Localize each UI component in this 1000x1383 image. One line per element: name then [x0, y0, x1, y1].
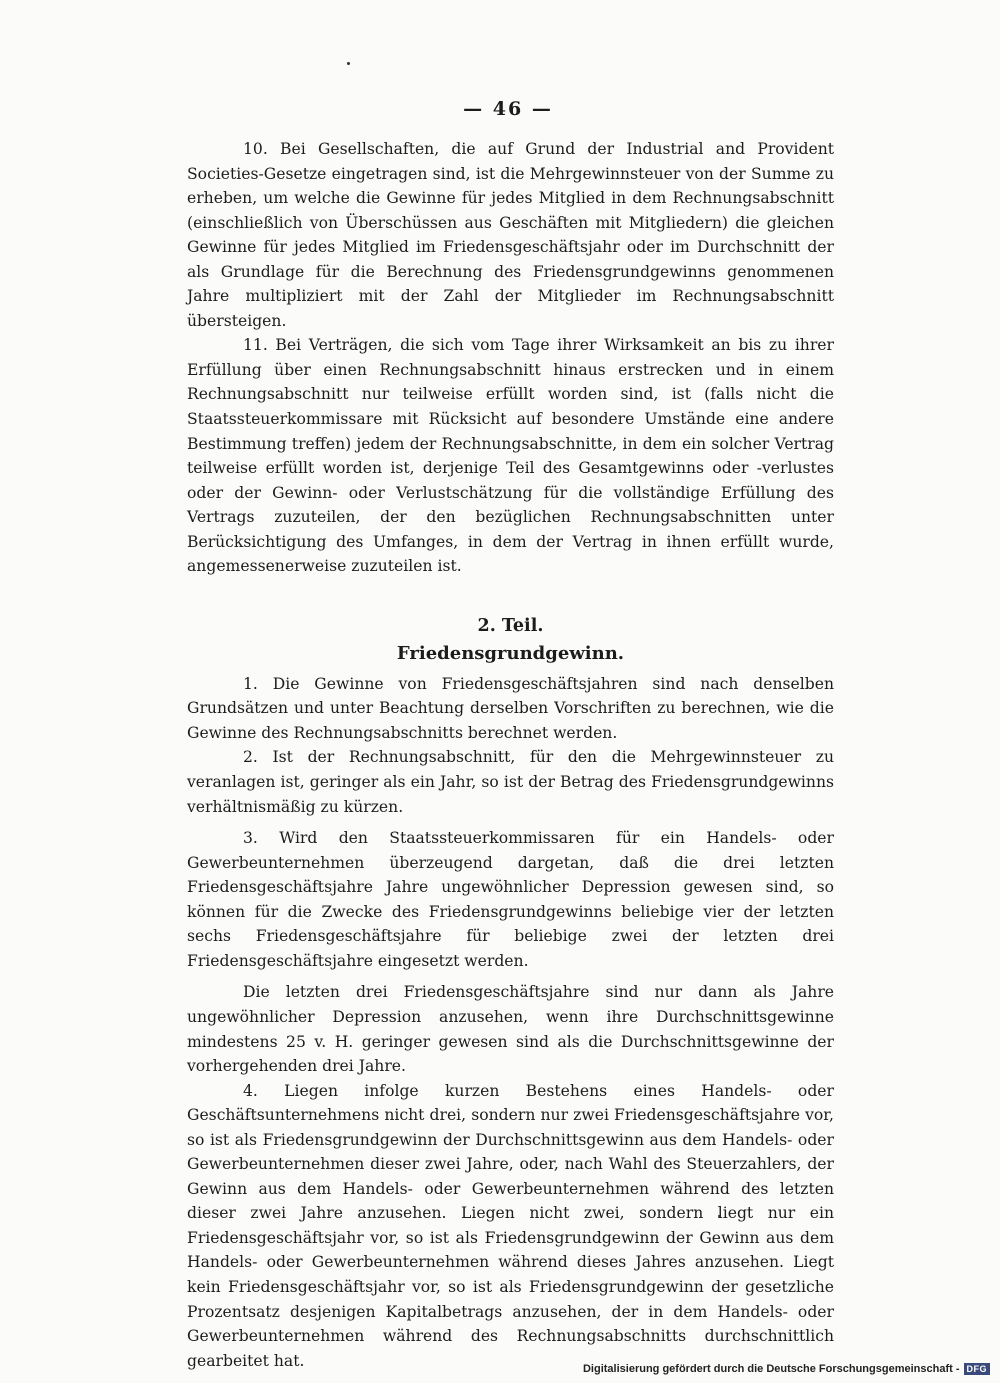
paragraph-4: 4. Liegen infolge kurzen Bestehens eines Handels- oder Geschäftsunternehmens nicht drei, sondern nur zwei Friedensgeschäftsjahre vor, so ist als Friedensgrundgewinn der Durchschnittsgewinn aus dem Handels- oder Gewerbeunternehmen dieser zwei Jahre, oder, nach Wahl des Steuerzahlers, der Gewinn aus dem Handels- oder Gewerbeunternehmen während des letzten dieser zwei Jahre anzusehen. Liegen nicht zwei, sondern liegt nur ein Friedensgeschäftsjahr vor, so ist als Friedensgrundgewinn der Gewinn aus dem Handels- oder Gewerbeunternehmen während dieses Jahres anzusehen. Liegt kein Friedensgeschäftsjahr vor, so ist als Friedensgrundgewinn der gesetzliche Prozentsatz desjenigen Kapitalbetrags anzusehen, der in dem Handels- oder Gewerbeunternehmen während des Rechnungsabschnitts durchschnittlich gearbeitet hat.: [187, 1081, 834, 1370]
paragraph-2: 2. Ist der Rechnungsabschnitt, für den die Mehrgewinnsteuer zu veranlagen ist, geringer als ein Jahr, so ist der Betrag des Friedensgrundgewinns verhältnismäßig zu kürzen.: [187, 748, 834, 816]
scan-speck: [347, 62, 350, 65]
section-heading: 2. Teil.: [477, 615, 544, 636]
section-part-2: [187, 614, 834, 667]
paragraph-3: 3. Wird den Staatssteuerkommissaren für ein Handels- oder Gewerbeunternehmen überzeugend dargetan, daß die drei letzten Friedensgeschäftsjahre Jahre ungewöhnlicher Depression gewesen sind, so können für die Zwecke des Friedensgrundgewinns beliebige vier der letzten sechs Friedensgeschäftsjahre für beliebige zwei der letzten drei Friedensgeschäftsjahre eingesetzt werden.: [187, 829, 834, 970]
paragraph-11: 11. Bei Verträgen, die sich vom Tage ihrer Wirksamkeit an bis zu ihrer Erfüllung über einen Rechnungsabschnitt hinaus erstrecken und in einem Rechnungsabschnitt nur teilweise erfüllt worden sind, ist (falls nicht die Staatssteuerkommissare mit Rücksicht auf besondere Umstände eine andere Bestimmung treffen) jedem der Rechnungsabschnitte, in dem ein solcher Vertrag teilweise erfüllt worden ist, derjenige Teil des Gesamtgewinns oder -verlustes oder der Gewinn- oder Verlustschätzung für die vollständige Erfüllung des Vertrags zuzuteilen, der den bezüglichen Rechnungsabschnitten unter Berücksichtigung des Umfanges, in dem der Vertrag in ihnen erfüllt wurde, angemessenerweise zuzuteilen ist.: [187, 336, 834, 576]
page-number: — 46 —: [463, 98, 553, 120]
paragraph-1: 1. Die Gewinne von Friedensgeschäftsjahren sind nach denselben Grundsätzen und unter Beachtung derselben Vorschriften zu berechnen, wie die Gewinne des Rechnungsabschnitts berechnet werden.: [187, 674, 834, 742]
dfg-logo: DFG: [964, 1363, 991, 1375]
section-subheading: Friedensgrundgewinn.: [396, 642, 625, 664]
paragraph-3-continued: Die letzten drei Friedensgeschäftsjahre sind nur dann als Jahre ungewöhnlicher Depression anzusehen, wenn ihre Durchschnittsgewinne mindestens 25 v. H. geringer gewesen sind als die Durchschnittsgewinne der vorhergehenden drei Jahre.: [187, 983, 834, 1076]
paragraph-10: 10. Bei Gesellschaften, die auf Grund der Industrial and Provident Societies-Gesetze eingetragen sind, ist die Mehrgewinnsteuer von der Summe zu erheben, um welche die Gewinne für jedes Mitglied in dem Rechnungsabschnitt (einschließlich von Überschüssen aus Geschäften mit Mitgliedern) die gleichen Gewinne für jedes Mitglied im Friedensgeschäftsjahr oder im Durchschnitt der als Grundlage für die Berechnung des Friedensgrundgewinns genommenen Jahre multipliziert mit der Zahl der Mitglieder im Rechnungsabschnitt übersteigen.: [187, 140, 834, 330]
document-body: [187, 137, 834, 1373]
digitization-footer: [583, 1363, 990, 1375]
footer-text: Digitalisierung gefördert durch die Deutsche Forschungsgemeinschaft -: [582, 1363, 960, 1375]
